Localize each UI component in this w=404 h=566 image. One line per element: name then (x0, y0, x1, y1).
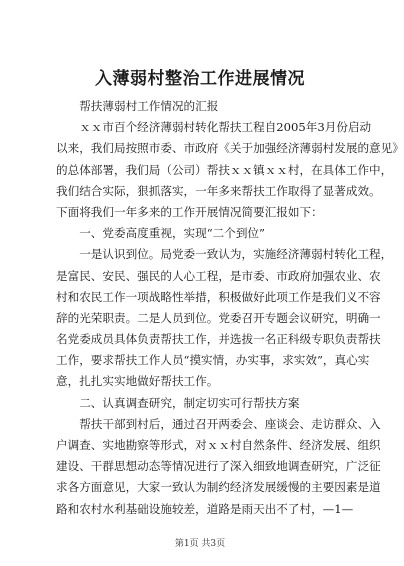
body-line: 辞的光荣职责。二是人员到位。党委召开专题会议研究，明确一 (56, 310, 381, 325)
body-line: 建设、干群思想动态等情况进行了深入细致地调查研究，广泛征 (56, 459, 381, 474)
body-line: 户调查、实地勘察等形式，对ｘｘ村自然条件、经济发展、组织 (56, 438, 381, 452)
body-line: ｘｘ市百个经济薄弱村转化帮扶工程自2005年3月份启动 (56, 120, 372, 135)
body-line: 意，扎扎实实地做好帮扶工作。 (56, 374, 219, 389)
document-body (56, 96, 404, 520)
body-line: 帮扶薄弱村工作情况的汇报 (56, 99, 219, 113)
body-line: 的总体部署，我们局（公司）帮扶ｘｘ镇ｘｘ村，在具体工作中， (56, 162, 393, 177)
body-line: 村和农民工作一项战略性举措，积极做好此项工作是我们义不容 (56, 289, 381, 304)
body-line: 以来，我们局按照市委、市政府《关于加强经济薄弱村发展的意见》 (56, 141, 404, 156)
body-line: 一是认识到位。局党委一致认为，实施经济薄弱村转化工程， (56, 247, 393, 262)
body-line: 工作，要求帮扶工作人员“摸实情，办实事，求实效”，真心实 (56, 353, 370, 368)
body-line: 我们结合实际，狠抓落实，一年多来帮扶工作取得了显著成效。 (56, 183, 381, 198)
body-line: 求各方面意见，大家一致认为制约经济发展缓慢的主要因素是道 (56, 480, 381, 495)
body-line: 下面将我们一年多来的工作开展情况简要汇报如下： (56, 204, 323, 219)
body-line: 名党委成员具体负责帮扶工作，并选拔一名正科级专职负责帮扶 (56, 332, 381, 347)
document-title: 入薄弱村整治工作进展情况 (95, 69, 305, 89)
body-line: 帮扶干部到村后，通过召开两委会、座谈会、走访群众、入 (56, 416, 381, 431)
section-heading: 一、党委高度重视，实现“二个到位” (56, 226, 265, 241)
body-line: 是富民、安民、强民的人心工程，是市委、市政府加强农业、农 (56, 268, 381, 283)
body-line: 路和农村水利基础设施较差，道路是雨天出不了村，—1— (56, 501, 354, 516)
section-heading: 二、认真调查研究，制定切实可行帮扶方案 (56, 395, 300, 410)
page-number-footer: 第1页 共3页 (174, 539, 226, 549)
